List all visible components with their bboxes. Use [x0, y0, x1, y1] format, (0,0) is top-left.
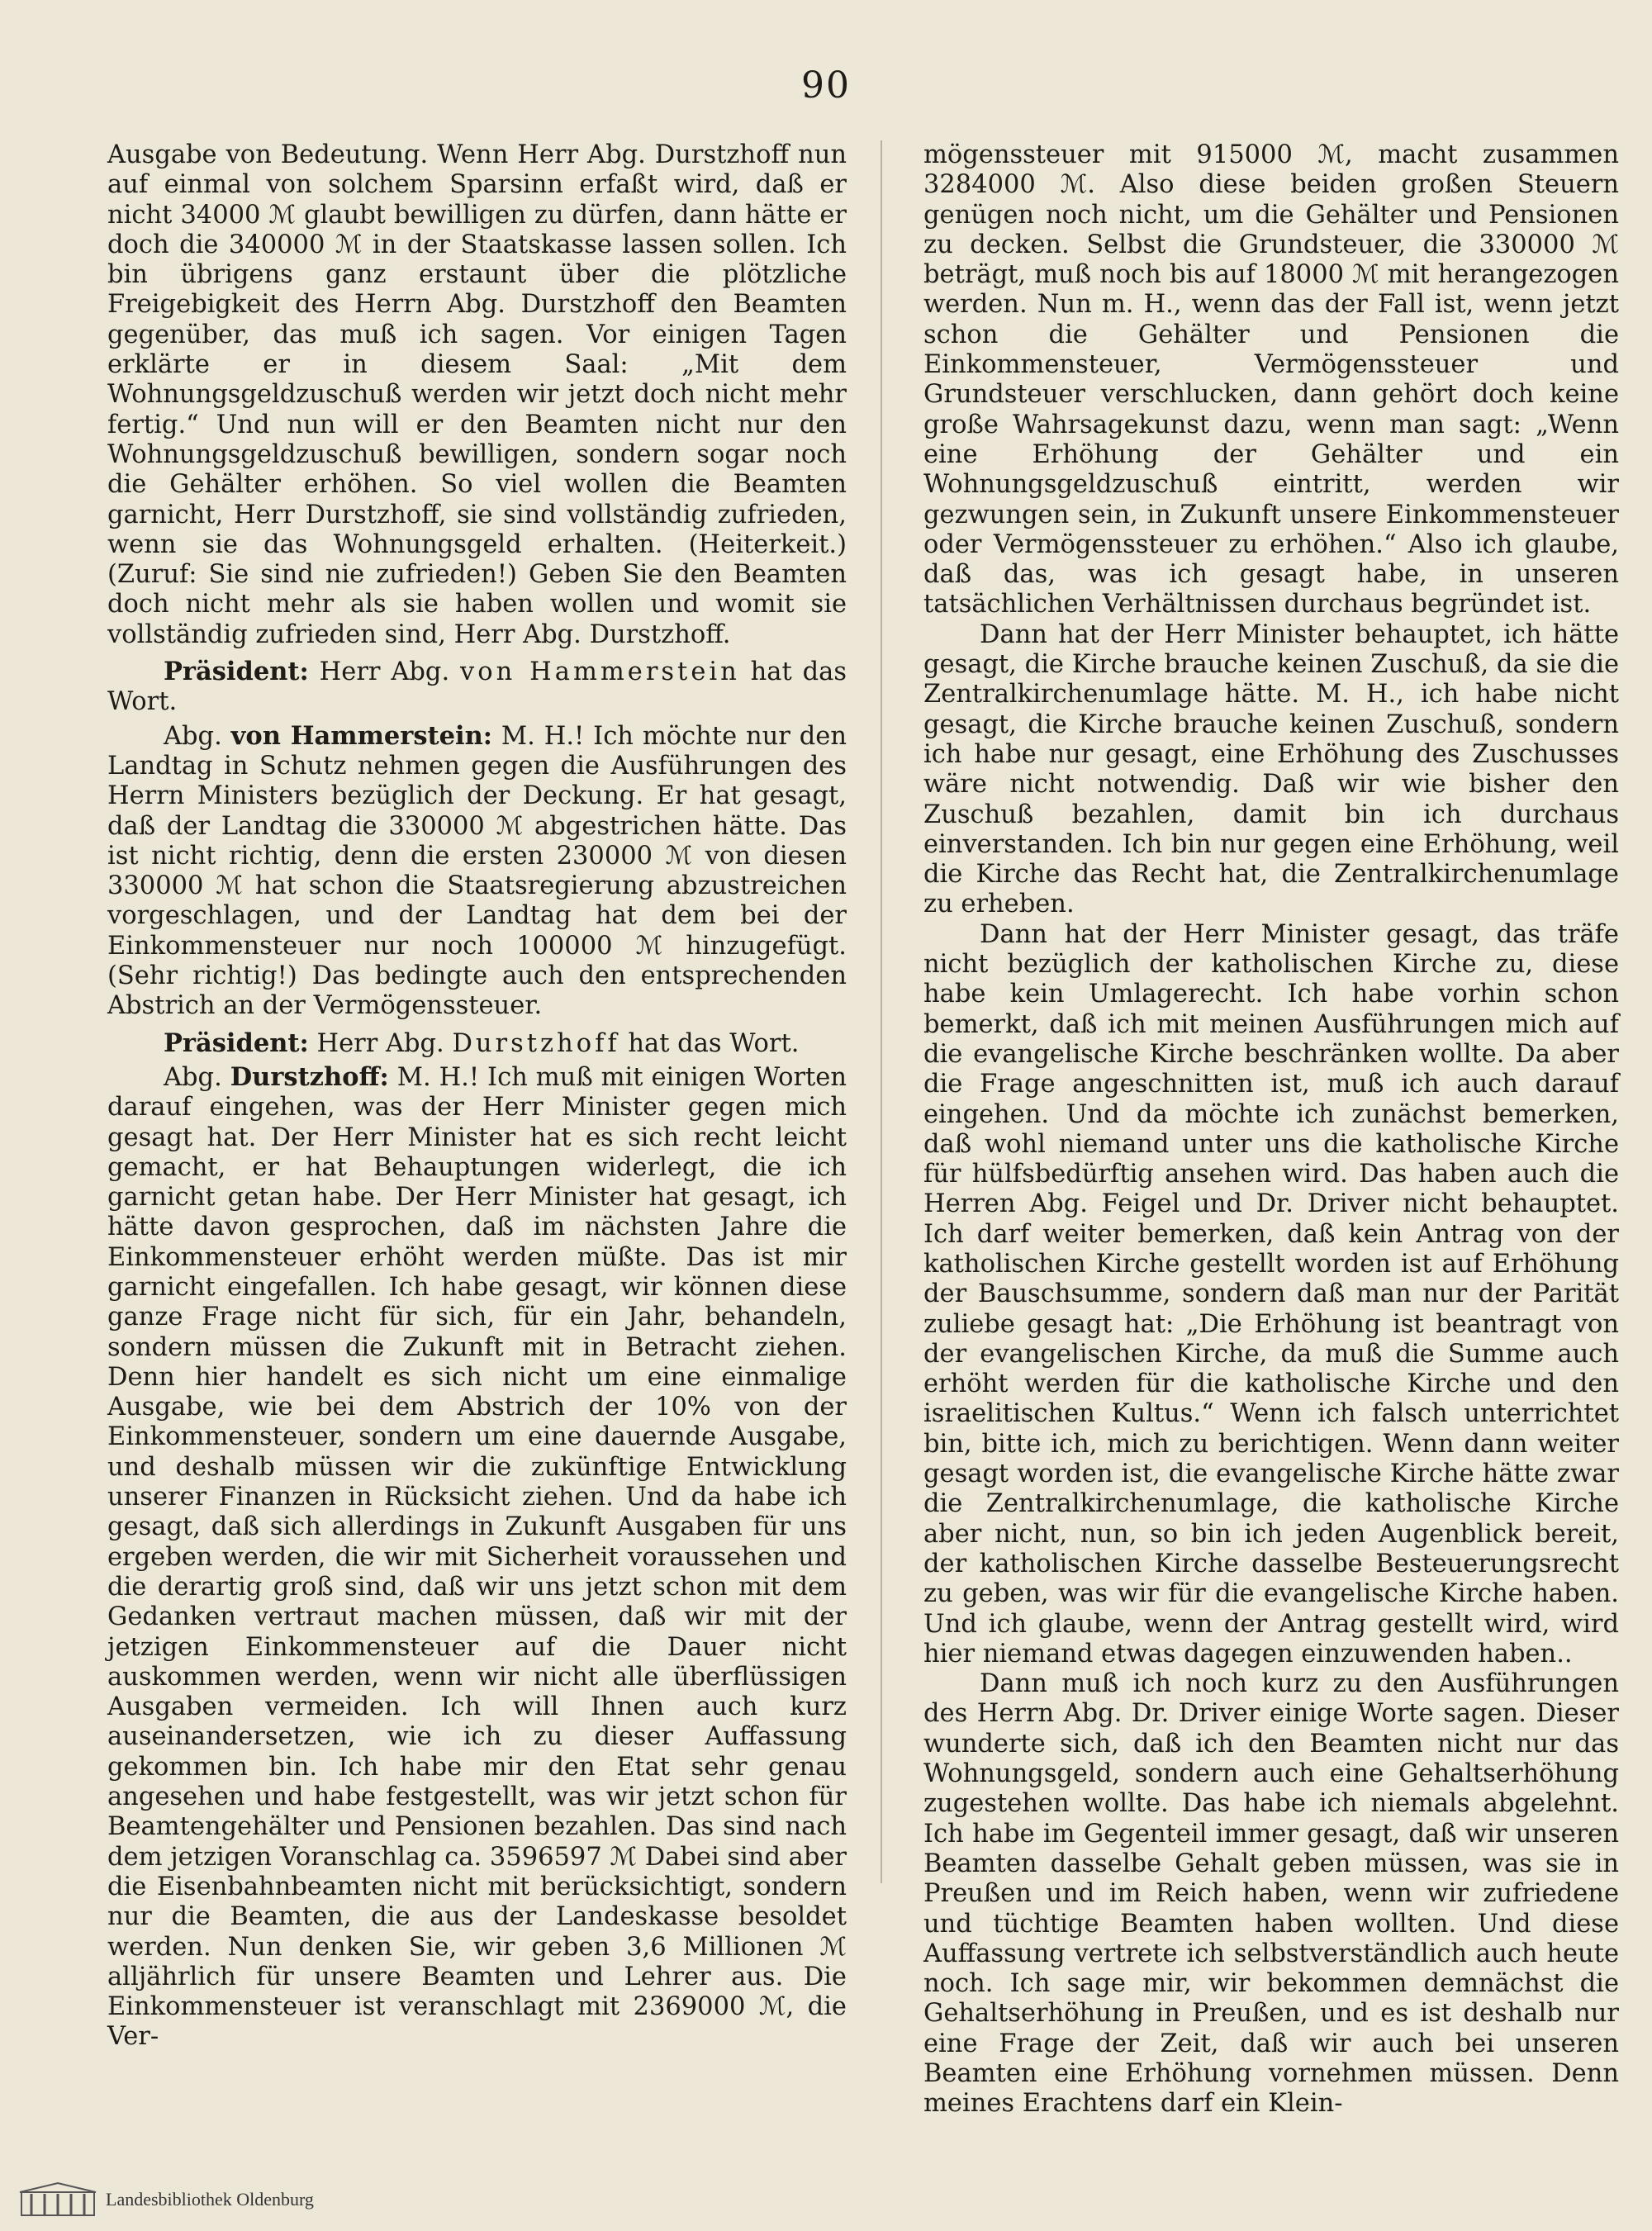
speaker-label: Präsident:: [164, 1028, 309, 1058]
column-divider: [881, 140, 882, 1883]
library-credit: Landesbibliothek Oldenburg: [106, 2189, 314, 2210]
text-run: M. H.! Ich muß mit einigen Worten darauf eingehen, was der Herr Minister gegen mich gesagt hat. Der Herr Minister hat es sich recht leicht gemacht, er hat Behauptungen widerlegt, die ich garnicht getan habe. Der Herr Minister hat gesagt, ich hätte davon gesprochen, daß im nächsten Jahre die Einkommensteuer erhöht werden müßte. Das ist mir garnicht eingefallen. Ich habe gesagt, wir können diese ganze Frage nicht für sich, für ein Jahr, behandeln, sondern müssen die Zukunft mit in Betracht ziehen. Denn hier handelt es sich nicht um eine einmalige Ausgabe, wie bei dem Abstrich der 10% von der Einkommensteuer, sondern um eine dauernde Ausgabe, und deshalb müssen wir die zukünftige Entwicklung unserer Finanzen in Rücksicht ziehen. Und da habe ich gesagt, daß sich allerdings in Zukunft Ausgaben für uns ergeben werden, die wir mit Sicherheit voraussehen und die derartig groß sind, daß wir uns jetzt schon mit dem Gedanken vertraut machen müssen, daß wir mit der jetzigen Einkommensteuer auf die Dauer nicht auskommen werden, wenn wir nicht alle überflüssigen Ausgaben vermeiden. Ich will Ihnen auch kurz auseinandersetzen, wie ich zu dieser Auffassung gekommen bin. Ich habe mir den Etat sehr genau angesehen und habe festgestellt, was wir jetzt schon für Beamtengehälter und Pensionen bezahlen. Das sind nach dem jetzigen Voranschlag ca. 3596597 ℳ Dabei sind aber die Eisenbahnbeamten nicht mit berücksichtigt, sondern nur die Beamten, die aus der Landeskasse besoldet werden. Nun denken Sie, wir geben 3,6 Millionen ℳ alljährlich für unsere Beamten und Lehrer aus. Die Einkommensteuer ist veranschlagt mit 2369000 ℳ, die Ver-: [107, 1062, 847, 2052]
speech-paragraph: [107, 721, 847, 1022]
speaker-label: von Hammerstein:: [230, 720, 493, 751]
paragraph: mögenssteuer mit 915000 ℳ, macht zusammen 3284000 ℳ. Also diese beiden großen Steuern genügen noch nicht, um die Gehälter und Pensionen zu decken. Selbst die Grundsteuer, die 330000 ℳ beträgt, muß noch bis auf 18000 ℳ mit herangezogen werden. Nun m. H., wenn das der Fall ist, wenn jetzt schon die Gehälter und Pensionen die Einkommensteuer, Vermögenssteuer und Grundsteuer verschlucken, dann gehört doch keine große Wahrsagekunst dazu, wenn man sagt: „Wenn eine Erhöhung der Gehälter und ein Wohnungsgeldzuschuß eintritt, werden wir gezwungen sein, in Zukunft unsere Einkommensteuer oder Vermögenssteuer zu erhöhen.“ Also ich glaube, daß das, was ich gesagt habe, in unseren tatsächlichen Verhältnissen durchaus begründet ist.: [923, 140, 1619, 619]
speaker-label: Durstzhoff:: [230, 1061, 389, 1092]
paragraph: Dann hat der Herr Minister behauptet, ich hätte gesagt, die Kirche brauche keinen Zuschuß, da sie die Zentralkirchenumlage hätte. M. H., ich habe nicht gesagt, die Kirche brauche keinen Zuschuß, sondern ich habe nur gesagt, eine Erhöhung des Zuschusses wäre nicht notwendig. Daß wir wie bisher den Zuschuß bezahlen, damit bin ich durchaus einverstanden. Ich bin nur gegen eine Erhöhung, weil die Kirche das Recht hat, die Zentralkirchenumlage zu erheben.: [923, 619, 1619, 919]
text-run: Herr Abg.: [308, 1028, 453, 1058]
paragraph: Dann hat der Herr Minister gesagt, das träfe nicht bezüglich der katholischen Kirche zu, diese habe kein Umlagerecht. Ich habe vorhin schon bemerkt, daß ich mit meinen Ausführungen mich auf die evangelische Kirche beschränken wollte. Da aber die Frage angeschnitten ist, muß ich auch darauf eingehen. Und da möchte ich zunächst bemerken, daß wohl niemand unter uns die katholische Kirche für hülfsbedürftig ansehen wird. Das haben auch die Herren Abg. Feigel und Dr. Driver nicht behauptet. Ich darf weiter bemerken, daß kein Antrag von der katholischen Kirche gestellt worden ist auf Erhöhung der Bauschsumme, sondern daß man nur der Parität zuliebe gesagt hat: „Die Erhöhung ist beantragt von der evangelischen Kirche, da muß die Summe auch erhöht werden für die katholische Kirche und den israelitischen Kultus.“ Wenn ich falsch unterrichtet bin, bitte ich, mich zu berichtigen. Wenn dann weiter gesagt worden ist, die evangelische Kirche hätte zwar die Zentralkirchenumlage, die katholische Kirche aber nicht, nun, so bin ich jeden Augenblick bereit, der katholischen Kirche dasselbe Besteuerungsrecht zu geben, was wir für die evangelische Kirche haben. Und ich glaube, wenn der Antrag gestellt wird, wird hier niemand etwas dagegen einzuwenden haben..: [923, 919, 1619, 1669]
text-run: hat das Wort.: [620, 1028, 800, 1058]
right-column: [923, 140, 1619, 2119]
speaker-label: Präsident:: [164, 657, 309, 687]
library-building-icon: [18, 2181, 97, 2219]
president-statement: [107, 1028, 847, 1059]
spaced-name: Durstzhoff: [452, 1028, 620, 1058]
speech-paragraph: [107, 1062, 847, 2053]
text-run: M. H.! Ich möchte nur den Landtag in Schutz nehmen gegen die Ausführungen des Herrn Ministers bezüglich der Deckung. Er hat gesagt, daß der Landtag die 330000 ℳ abgestrichen hätte. Das ist nicht richtig, denn die ersten 230000 ℳ von diesen 330000 ℳ hat schon die Staatsregierung abzustreichen vorgeschlagen, und der Landtag hat dem bei der Einkommensteuer nur noch 100000 ℳ hinzugefügt. (Sehr richtig!) Das bedingte auch den entsprechenden Abstrich an der Vermögenssteuer.: [107, 721, 847, 1021]
paragraph: Ausgabe von Bedeutung. Wenn Herr Abg. Durstzhoff nun auf einmal von solchem Sparsinn erfaßt wird, daß er nicht 34000 ℳ glaubt bewilligen zu dürfen, dann hätte er doch die 340000 ℳ in der Staatskasse lassen sollen. Ich bin übrigens ganz erstaunt über die plötzliche Freigebigkeit des Herrn Abg. Durstzhoff den Beamten gegenüber, das muß ich sagen. Vor einigen Tagen erklärte er in diesem Saal: „Mit dem Wohnungsgeldzuschuß werden wir jetzt doch nicht mehr fertig.“ Und nun will er den Beamten nicht nur den Wohnungsgeldzuschuß bewilligen, sondern sogar noch die Gehälter erhöhen. So viel wollen die Beamten garnicht, Herr Durstzhoff, sie sind vollständig zufrieden, wenn sie das Wohnungsgeld erhalten. (Heiterkeit.) (Zuruf: Sie sind nie zufrieden!) Geben Sie den Beamten doch nicht mehr als sie haben wollen und womit sie vollständig zufrieden sind, Herr Abg. Durstzhoff.: [107, 140, 847, 649]
spaced-name: von Hammerstein: [460, 657, 740, 687]
page-number: 90: [801, 64, 851, 107]
text-run: Abg.: [164, 1062, 230, 1092]
text-run: hat das Wort.: [107, 657, 847, 717]
president-statement: [107, 657, 847, 718]
paragraph: Dann muß ich noch kurz zu den Ausführungen des Herrn Abg. Dr. Driver einige Worte sagen. Dieser wunderte sich, daß ich den Beamten nicht nur das Wohnungsgeld, sondern auch eine Gehaltserhöhung zugestehen wollte. Das habe ich niemals abgelehnt. Ich habe im Gegenteil immer gesagt, daß wir unseren Beamten dasselbe Gehalt geben müssen, was sie in Preußen und im Reich haben, wenn wir zufriedene und tüchtige Beamten haben wollten. Und diese Auffassung vertrete ich selbstverständlich auch heute noch. Ich sage mir, wir bekommen demnächst die Gehaltserhöhung in Preußen, und es ist deshalb nur eine Frage der Zeit, daß wir auch bei unseren Beamten eine Erhöhung vornehmen müssen. Denn meines Erachtens darf ein Klein-: [923, 1669, 1619, 2119]
text-run: Abg.: [164, 721, 231, 751]
text-run: Herr Abg.: [308, 657, 461, 687]
left-column: [107, 140, 847, 2053]
